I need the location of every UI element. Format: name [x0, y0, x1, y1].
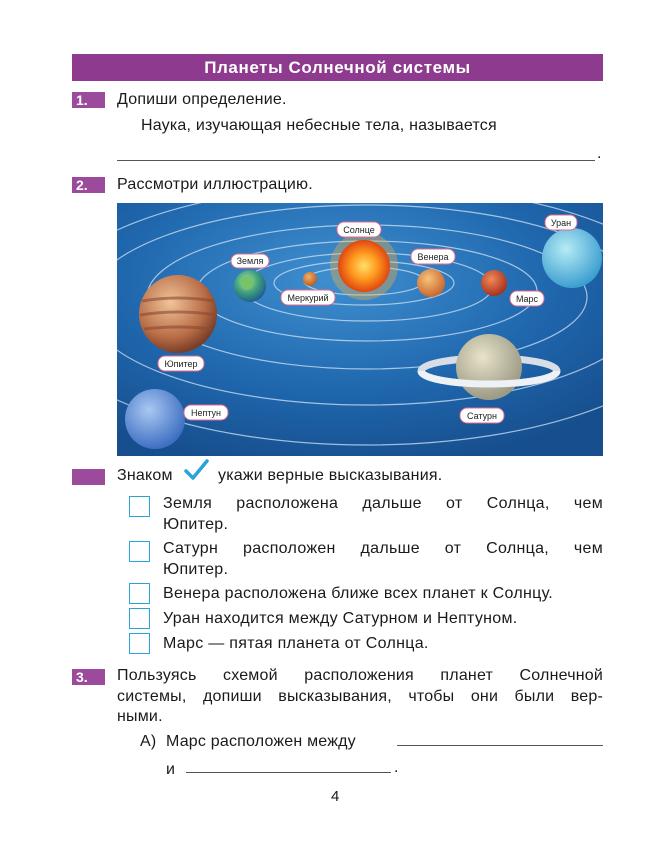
- statement-1-line1: Земля расположена дальше от Солнца, чем: [163, 495, 603, 512]
- task-1-period: .: [597, 145, 602, 162]
- statement-3-checkbox[interactable]: [129, 583, 150, 604]
- statement-2-checkbox[interactable]: [129, 541, 150, 562]
- svg-text:Венера: Венера: [417, 252, 449, 262]
- label-saturn: [460, 408, 504, 423]
- label-sun: [337, 222, 381, 237]
- label-mercury: [281, 290, 335, 305]
- statement-3-line1: Венера расположена ближе всех планет к Солнцу.: [163, 585, 554, 602]
- mercury-planet: [303, 272, 317, 286]
- statement-1-line2: Юпитер.: [163, 516, 229, 533]
- statement-1-checkbox[interactable]: [129, 496, 150, 517]
- task-1-answer-line[interactable]: [117, 160, 595, 161]
- item-a-label: А): [140, 733, 157, 750]
- sun-planet: [338, 240, 390, 292]
- label-mars: [510, 291, 544, 306]
- svg-text:Земля: Земля: [236, 256, 264, 266]
- item-a-period: .: [394, 759, 399, 776]
- label-jupiter: [158, 356, 204, 371]
- statement-5-checkbox[interactable]: [129, 633, 150, 654]
- task-3-text-line2: системы, допиши высказывания, чтобы они были вер-: [117, 688, 603, 705]
- svg-text:Юпитер: Юпитер: [164, 359, 198, 369]
- label-uranus: [545, 215, 577, 230]
- check-instruction-suffix: укажи верные высказывания.: [218, 467, 443, 484]
- item-a-text: Марс расположен между: [166, 733, 356, 750]
- svg-text:Меркурий: Меркурий: [287, 293, 329, 303]
- svg-text:Уран: Уран: [550, 218, 572, 228]
- item-a-answer-line-1[interactable]: [397, 745, 603, 746]
- label-neptune: [184, 405, 228, 420]
- svg-text:Нептун: Нептун: [190, 408, 222, 418]
- svg-text:Марс: Марс: [515, 294, 539, 304]
- task-3-text-line1: Пользуясь схемой расположения планет Солнечной: [117, 667, 603, 684]
- item-a-and: и: [166, 761, 176, 778]
- task-1-number: 1.: [72, 92, 105, 108]
- statement-2-line1: Сатурн расположен дальше от Солнца, чем: [163, 540, 603, 557]
- statement-4-line1: Уран находится между Сатурном и Нептуном.: [163, 610, 518, 627]
- page-number: 4: [331, 788, 340, 805]
- check-instruction-prefix: Знаком: [117, 467, 173, 484]
- item-a-answer-line-2[interactable]: [186, 772, 391, 773]
- task-1-instruction: Допиши определение.: [117, 91, 287, 108]
- neptune-planet: [125, 389, 185, 449]
- solar-system-illustration: [117, 203, 603, 456]
- venus-planet: [417, 269, 445, 297]
- task-2-instruction: Рассмотри иллюстрацию.: [117, 176, 313, 193]
- svg-text:Сатурн: Сатурн: [466, 411, 498, 421]
- statement-4-checkbox[interactable]: [129, 608, 150, 629]
- subtask-marker: [72, 469, 105, 485]
- label-earth: [231, 254, 269, 268]
- task-3-number: 3.: [72, 669, 105, 685]
- uranus-planet: [542, 228, 602, 288]
- task-1-sentence: Наука, изучающая небесные тела, называется: [141, 117, 497, 134]
- saturn-planet: [456, 334, 522, 400]
- svg-text:Солнце: Солнце: [343, 225, 375, 235]
- task-3-text-line3: ными.: [117, 708, 163, 725]
- label-venus: [411, 249, 455, 264]
- checkmark-icon: [183, 458, 209, 487]
- section-title: Планеты Солнечной системы: [72, 54, 603, 81]
- statement-2-line2: Юпитер.: [163, 561, 229, 578]
- task-2-number: 2.: [72, 177, 105, 193]
- statement-5-line1: Марс — пятая планета от Солнца.: [163, 635, 429, 652]
- mars-planet: [481, 270, 507, 296]
